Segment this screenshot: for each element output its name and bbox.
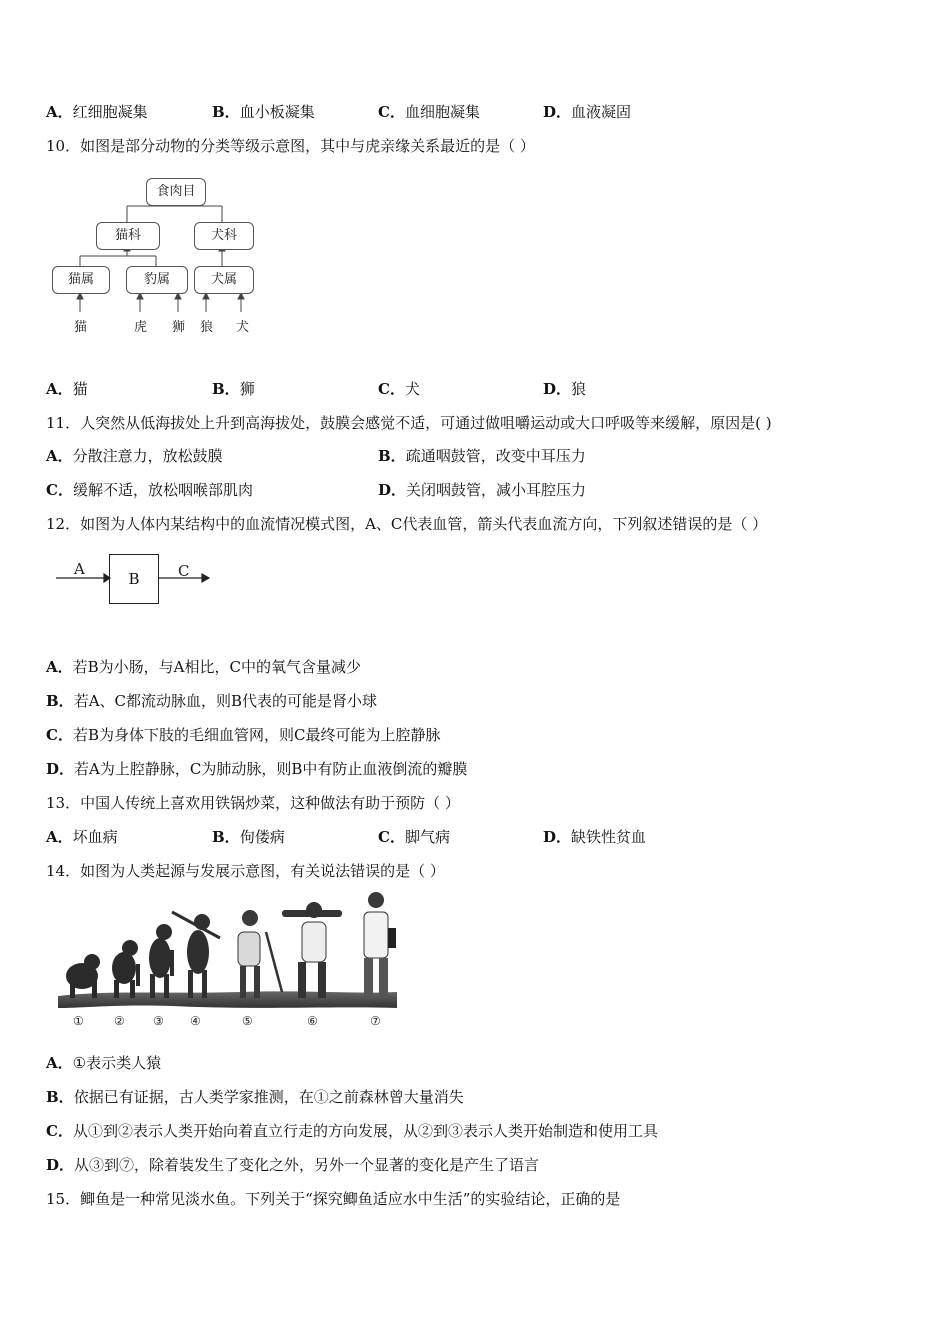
- tree-node-family-dog: 犬科: [194, 222, 254, 250]
- q14-option-b: B．依据已有证据，古人类学家推测，在①之前森林曾大量消失: [46, 1088, 464, 1106]
- q10-stem: 10．如图是部分动物的分类等级示意图，其中与虎亲缘关系最近的是（ ）: [46, 137, 535, 155]
- q14-stem: 14．如图为人类起源与发展示意图，有关说法错误的是（ ）: [46, 862, 445, 880]
- q13-option-b: B．佝偻病: [212, 828, 285, 846]
- q12-option-b: B．若A、C都流动脉血，则B代表的可能是肾小球: [46, 692, 378, 710]
- q10-option-c: C．犬: [378, 380, 420, 398]
- tree-node-genus-dog: 犬属: [194, 266, 254, 294]
- tree-node-genus-leopard: 豹属: [126, 266, 188, 294]
- figure-label-4: ④: [190, 1014, 201, 1028]
- figure-label-7: ⑦: [370, 1014, 381, 1028]
- tree-animal-wolf: 狼: [200, 320, 214, 335]
- q12-option-d: D．若A为上腔静脉，C为肺动脉，则B中有防止血液倒流的瓣膜: [46, 760, 468, 778]
- figure-label-3: ③: [153, 1014, 164, 1028]
- q10-option-b: B．狮: [212, 380, 255, 398]
- structure-b-box: B: [109, 554, 159, 604]
- q14-option-a: A．①表示类人猿: [46, 1054, 162, 1072]
- tree-animal-lion: 狮: [172, 320, 186, 335]
- evolution-silhouettes: [52, 892, 402, 1037]
- q14-option-d: D．从③到⑦，除着装发生了变化之外，另外一个显著的变化是产生了语言: [46, 1156, 540, 1174]
- q11-option-c: C．缓解不适，放松咽喉部肌肉: [46, 481, 253, 499]
- figure-label-2: ②: [114, 1014, 125, 1028]
- figure-label-1: ①: [73, 1014, 84, 1028]
- q12-option-c: C．若B为身体下肢的毛细血管网，则C最终可能为上腔静脉: [46, 726, 441, 744]
- q9-option-a: A．红细胞凝集: [46, 103, 148, 121]
- q9-option-d: D．血液凝固: [543, 103, 632, 121]
- q12-stem: 12．如图为人体内某结构中的血流情况模式图，A、C代表血管，箭头代表血流方向，下列叙述错误的是（ ）: [46, 515, 768, 533]
- tree-animal-cat: 猫: [74, 320, 88, 335]
- tree-node-order: 食肉目: [146, 178, 206, 206]
- vessel-a-label: A: [74, 560, 85, 578]
- q13-option-c: C．脚气病: [378, 828, 450, 846]
- q10-option-d: D．狼: [543, 380, 587, 398]
- tree-animal-tiger: 虎: [134, 320, 148, 335]
- q10-option-a: A．猫: [46, 380, 88, 398]
- q12-option-a: A．若B为小肠，与A相比，C中的氧气含量减少: [46, 658, 361, 676]
- q11-option-a: A．分散注意力，放松鼓膜: [46, 447, 223, 465]
- q11-option-b: B．疏通咽鼓管，改变中耳压力: [378, 447, 586, 465]
- q14-option-c: C．从①到②表示人类开始向着直立行走的方向发展，从②到③表示人类开始制造和使用工具: [46, 1122, 658, 1140]
- q9-option-c: C．血细胞凝集: [378, 103, 480, 121]
- q11-stem: 11．人突然从低海拔处上升到高海拔处，鼓膜会感觉不适，可通过做咀嚼运动或大口呼吸等来缓解，原因是( ): [46, 414, 772, 432]
- q13-stem: 13．中国人传统上喜欢用铁锅炒菜，这种做法有助于预防（ ）: [46, 794, 460, 812]
- vessel-c-label: C: [178, 562, 190, 580]
- q13-option-a: A．坏血病: [46, 828, 118, 846]
- q15-stem: 15．鲫鱼是一种常见淡水鱼。下列关于“探究鲫鱼适应水中生活”的实验结论，正确的是: [46, 1190, 621, 1208]
- q11-option-d: D．关闭咽鼓管，减小耳腔压力: [378, 481, 587, 499]
- q13-option-d: D．缺铁性贫血: [543, 828, 647, 846]
- tree-node-genus-cat: 猫属: [52, 266, 110, 294]
- figure-label-6: ⑥: [307, 1014, 318, 1028]
- q9-option-b: B．血小板凝集: [212, 103, 315, 121]
- tree-animal-dog: 犬: [236, 320, 250, 335]
- figure-label-5: ⑤: [242, 1014, 253, 1028]
- tree-node-family-cat: 猫科: [96, 222, 160, 250]
